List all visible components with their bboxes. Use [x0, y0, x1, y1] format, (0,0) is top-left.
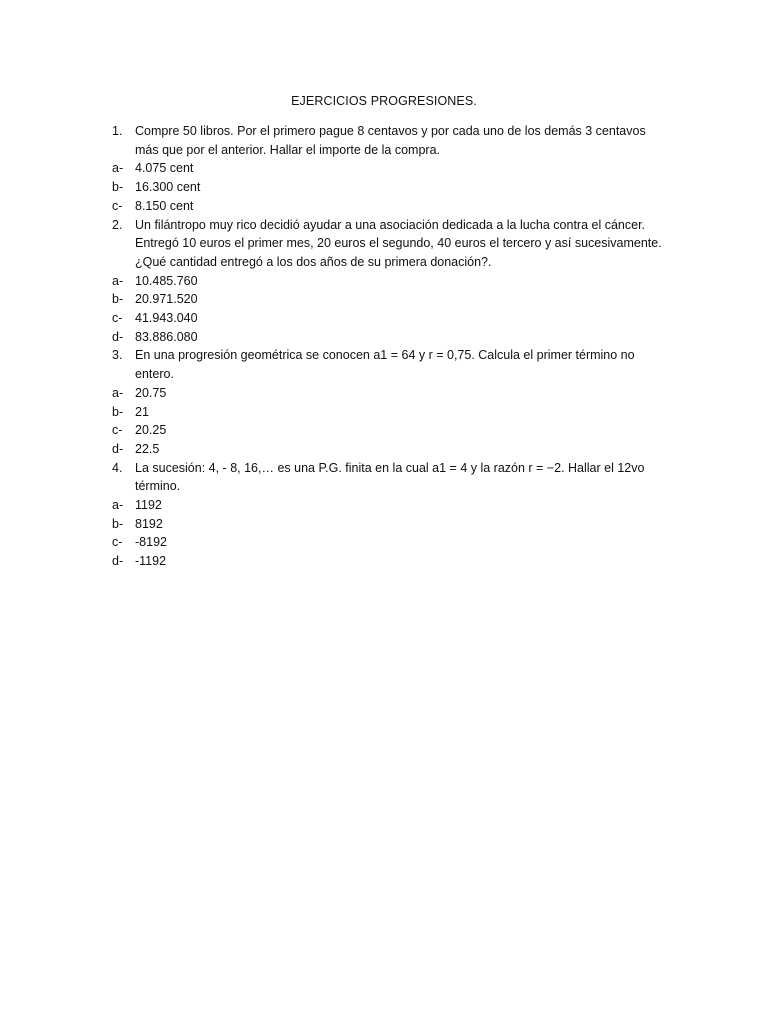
- option-value: 20.971.520: [135, 292, 198, 307]
- question-3: [112, 346, 672, 383]
- option-item: [112, 515, 672, 534]
- question-list: [112, 122, 672, 571]
- question-2: [112, 216, 672, 272]
- option-letter: a-: [112, 498, 124, 513]
- option-value: 83.886.080: [135, 329, 198, 344]
- option-item: [112, 178, 672, 197]
- option-value: 22.5: [135, 441, 160, 456]
- option-item: [112, 496, 672, 515]
- option-value: 16.300 cent: [135, 180, 201, 195]
- option-item: [112, 290, 672, 309]
- option-letter: c-: [112, 535, 123, 550]
- option-letter: a-: [112, 273, 124, 288]
- option-value: 8.150 cent: [135, 198, 194, 213]
- option-letter: d-: [112, 329, 124, 344]
- option-letter: b-: [112, 516, 124, 531]
- option-value: 1192: [135, 498, 162, 513]
- option-letter: b-: [112, 292, 124, 307]
- option-letter: b-: [112, 404, 124, 419]
- option-letter: c-: [112, 198, 123, 213]
- option-item: [112, 403, 672, 422]
- option-value: 20.75: [135, 385, 167, 400]
- option-item: [112, 421, 672, 440]
- question-number: 1.: [112, 124, 123, 138]
- option-letter: a-: [112, 385, 124, 400]
- option-item: [112, 384, 672, 403]
- option-item: [112, 159, 672, 178]
- option-value: -8192: [135, 535, 167, 550]
- option-item: [112, 197, 672, 216]
- question-text: En una progresión geométrica se conocen a1 = 64 y r = 0,75. Calcula el primer término no entero.: [135, 348, 635, 382]
- option-item: [112, 309, 672, 328]
- option-value: 41.943.040: [135, 311, 198, 326]
- option-value: -1192: [135, 554, 167, 569]
- option-value: 4.075 cent: [135, 161, 194, 176]
- document-title: EJERCICIOS PROGRESIONES.: [291, 94, 477, 108]
- option-letter: c-: [112, 423, 123, 438]
- question-4: [112, 459, 672, 496]
- option-letter: d-: [112, 441, 124, 456]
- option-item: [112, 272, 672, 291]
- option-letter: d-: [112, 554, 124, 569]
- option-letter: b-: [112, 180, 124, 195]
- option-value: 20.25: [135, 423, 167, 438]
- option-value: 21: [135, 404, 149, 419]
- option-item: [112, 533, 672, 552]
- question-text: Compre 50 libros. Por el primero pague 8 centavos y por cada uno de los demás 3 centavos más que por el anterior. Hallar el importe de la compra.: [135, 124, 646, 157]
- option-letter: a-: [112, 161, 124, 176]
- question-number: 2.: [112, 217, 123, 232]
- question-number: 4.: [112, 460, 123, 475]
- option-letter: c-: [112, 311, 123, 326]
- option-item: [112, 440, 672, 459]
- option-item: [112, 552, 672, 571]
- question-1: [112, 122, 672, 159]
- question-number: 3.: [112, 348, 123, 363]
- option-value: 10.485.760: [135, 273, 198, 288]
- question-text: Un filántropo muy rico decidió ayudar a una asociación dedicada a la lucha contra el cáncer. Entregó 10 euros el primer mes, 20 euros el segundo, 40 euros el tercero y así sucesivamente. ¿Qué cantidad entregó a los dos años de su primera donación?.: [135, 217, 662, 269]
- option-value: 8192: [135, 516, 163, 531]
- option-item: [112, 328, 672, 347]
- question-text: La sucesión: 4, - 8, 16,… es una P.G. finita en la cual a1 = 4 y la razón r = −2. Hallar el 12vo término.: [135, 460, 645, 494]
